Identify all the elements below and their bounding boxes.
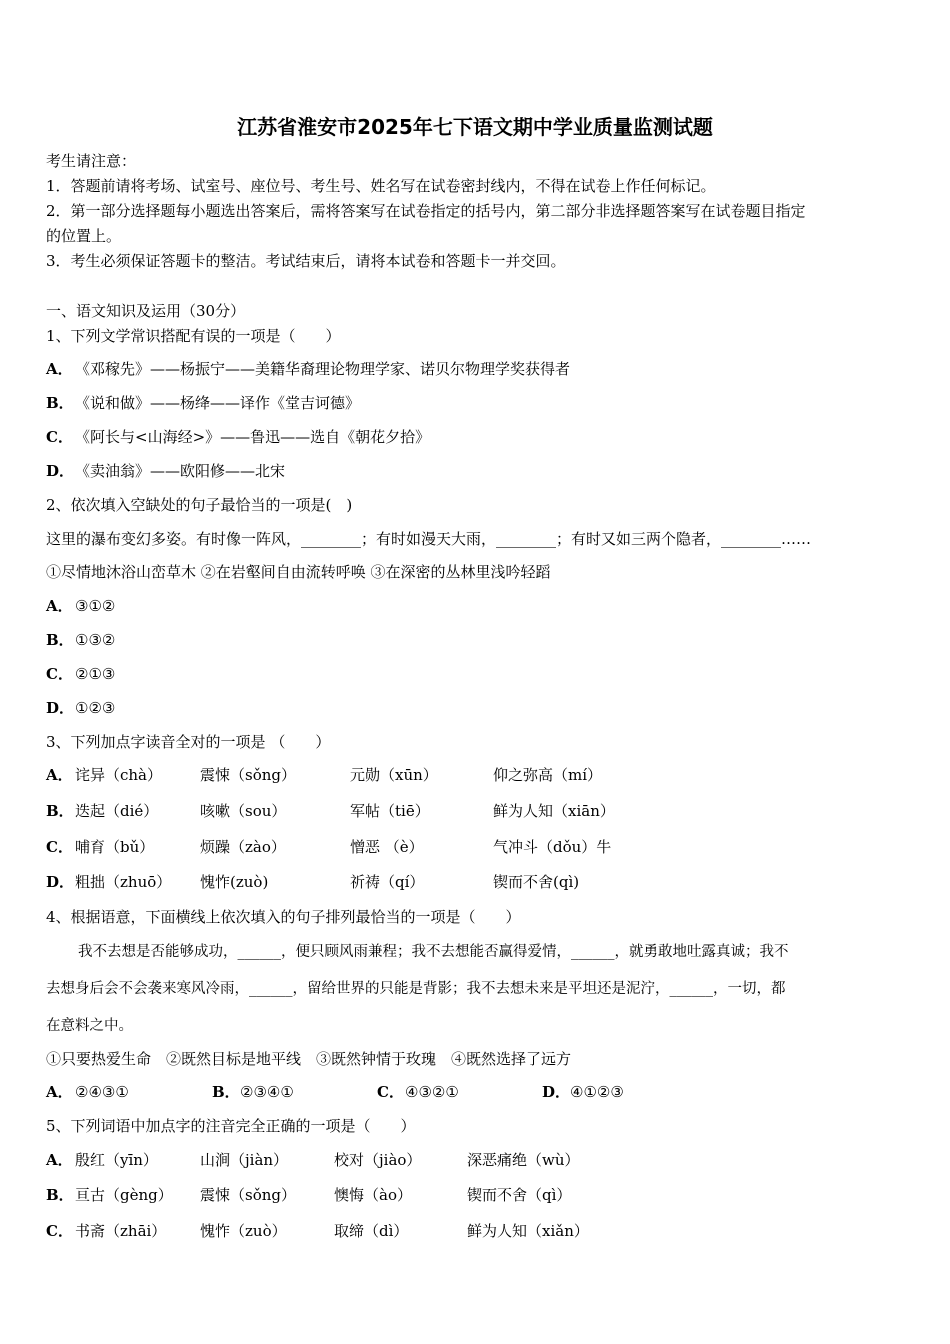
option-text: ④③②① — [405, 1083, 459, 1101]
option-label: A． — [46, 1083, 73, 1101]
pinyin-cell: 迭起（dié） — [75, 802, 159, 820]
pinyin-cell: 取缔（dì） — [334, 1222, 409, 1240]
option-text: ①③② — [75, 631, 116, 649]
pinyin-cell: 元勋（xūn） — [350, 766, 438, 784]
pinyin-cell: 愧怍（zuò） — [200, 1222, 287, 1240]
option-text: ②③④① — [240, 1083, 294, 1101]
option-label: A． — [46, 597, 73, 615]
option-label: C． — [46, 428, 73, 446]
pinyin-cell: 懊悔（ào） — [334, 1186, 412, 1204]
option-label: B． — [46, 1186, 74, 1204]
option-text: ④①②③ — [570, 1083, 624, 1101]
pinyin-cell: 锲而不舍（qì） — [467, 1186, 572, 1204]
option-text: ③①② — [75, 597, 116, 615]
question-passage: 去想身后会不会袭来寒风冷雨，______，留给世界的只能是背影；我不去想未来是平坦还是泥泞，______，一切，都 — [46, 981, 786, 997]
pinyin-cell: 鲜为人知（xiǎn） — [467, 1222, 589, 1240]
page-title: 江苏省淮安市2025年七下语文期中学业质量监测试题 — [237, 115, 713, 139]
question-stem: 4、根据语意，下面横线上依次填入的句子排列最恰当的一项是（ ） — [46, 908, 521, 926]
pinyin-cell: 山涧（jiàn） — [200, 1151, 289, 1169]
option-label: B． — [46, 394, 74, 412]
option-label: D． — [46, 699, 75, 717]
pinyin-cell: 亘古（gèng） — [75, 1186, 173, 1204]
answer-option — [46, 698, 115, 718]
pinyin-cell: 诧异（chà） — [75, 766, 163, 784]
option-label: C． — [46, 838, 73, 856]
option-label: B． — [46, 802, 74, 820]
notice-item: 3．考生必须保证答题卡的整洁。考试结束后，请将本试卷和答题卡一并交回。 — [46, 252, 566, 270]
pinyin-cell: 咳嗽（sou） — [200, 802, 287, 820]
option-label: A． — [46, 360, 73, 378]
answer-option — [46, 596, 115, 616]
option-label: D． — [46, 462, 75, 480]
notice-heading: 考生请注意： — [46, 152, 137, 170]
option-text: ②④③① — [75, 1083, 129, 1101]
pinyin-cell: 鲜为人知（xiān） — [493, 802, 615, 820]
answer-option — [46, 630, 115, 650]
question-stem: 2、依次填入空缺处的句子最恰当的一项是( ) — [46, 496, 353, 514]
pinyin-cell: 校对（jiào） — [334, 1151, 422, 1169]
question-stem: 5、下列词语中加点字的注音完全正确的一项是（ ） — [46, 1117, 416, 1135]
sentence-choices: ①尽情地沐浴山峦草木 ②在岩壑间自由流转呼唤 ③在深密的丛林里浅吟轻蹈 — [46, 563, 551, 581]
pinyin-cell: 粗拙（zhuō） — [75, 873, 172, 891]
option-text: 《阿长与<山海经>》——鲁迅——选自《朝花夕拾》 — [75, 428, 431, 446]
option-label: D． — [46, 873, 75, 891]
pinyin-cell: 哺育（bǔ） — [75, 838, 155, 856]
answer-option — [46, 427, 430, 447]
pinyin-cell: 祈祷（qí） — [350, 873, 425, 891]
option-label: B． — [46, 631, 74, 649]
answer-option — [46, 359, 570, 379]
pinyin-cell: 仰之弥高（mí） — [493, 766, 603, 784]
option-label: A． — [46, 766, 73, 784]
option-text: 《说和做》——杨绛——译作《堂吉诃德》 — [75, 394, 361, 412]
answer-option — [46, 664, 115, 684]
notice-item: 的位置上。 — [46, 227, 122, 245]
pinyin-cell: 震悚（sǒng） — [200, 766, 296, 784]
option-label: C． — [46, 1222, 73, 1240]
question-stem: 3、下列加点字读音全对的一项是 （ ） — [46, 733, 331, 751]
option-text: 《邓稼先》——杨振宁——美籍华裔理论物理学家、诺贝尔物理学奖获得者 — [75, 360, 571, 378]
pinyin-cell: 憎恶 （è） — [350, 838, 424, 856]
pinyin-cell: 深恶痛绝（wù） — [467, 1151, 580, 1169]
pinyin-cell: 烦躁（zào） — [200, 838, 286, 856]
question-passage: 我不去想是否能够成功，______，便只顾风雨兼程；我不去想能否赢得爱情，______，就勇敢地吐露真诚；我不 — [78, 944, 789, 960]
notice-item: 1．答题前请将考场、试室号、座位号、考生号、姓名写在试卷密封线内，不得在试卷上作任何标记。 — [46, 177, 716, 195]
option-label: D． — [542, 1083, 571, 1101]
option-label: C． — [377, 1083, 404, 1101]
question-passage: 在意料之中。 — [46, 1018, 133, 1034]
answer-option — [46, 393, 360, 413]
pinyin-cell: 军帖（tiē） — [350, 802, 430, 820]
option-text: 《卖油翁》——欧阳修——北宋 — [75, 462, 286, 480]
section-heading: 一、语文知识及运用（30分） — [46, 302, 246, 320]
pinyin-cell: 气冲斗（dǒu）牛 — [493, 838, 612, 856]
pinyin-cell: 殷红（yīn） — [75, 1151, 158, 1169]
option-label: C． — [46, 665, 73, 683]
option-label: B． — [212, 1083, 240, 1101]
pinyin-cell: 书斋（zhāi） — [75, 1222, 167, 1240]
sentence-choices: ①只要热爱生命 ②既然目标是地平线 ③既然钟情于玫瑰 ④既然选择了远方 — [46, 1050, 572, 1068]
notice-item: 2．第一部分选择题每小题选出答案后，需将答案写在试卷指定的括号内，第二部分非选择题答案写在试卷题目指定 — [46, 202, 806, 220]
pinyin-cell: 锲而不舍(qì) — [493, 873, 580, 891]
question-stem: 1、下列文学常识搭配有误的一项是（ ） — [46, 327, 341, 345]
option-text: ②①③ — [75, 665, 116, 683]
answer-option — [46, 461, 285, 481]
pinyin-cell: 震悚（sǒng） — [200, 1186, 296, 1204]
question-passage: 这里的瀑布变幻多姿。有时像一阵风，________；有时如漫天大雨，________；有时又如三两个隐者，________…… — [46, 530, 812, 548]
pinyin-cell: 愧怍(zuò) — [200, 873, 269, 891]
option-label: A． — [46, 1151, 73, 1169]
option-text: ①②③ — [75, 699, 116, 717]
